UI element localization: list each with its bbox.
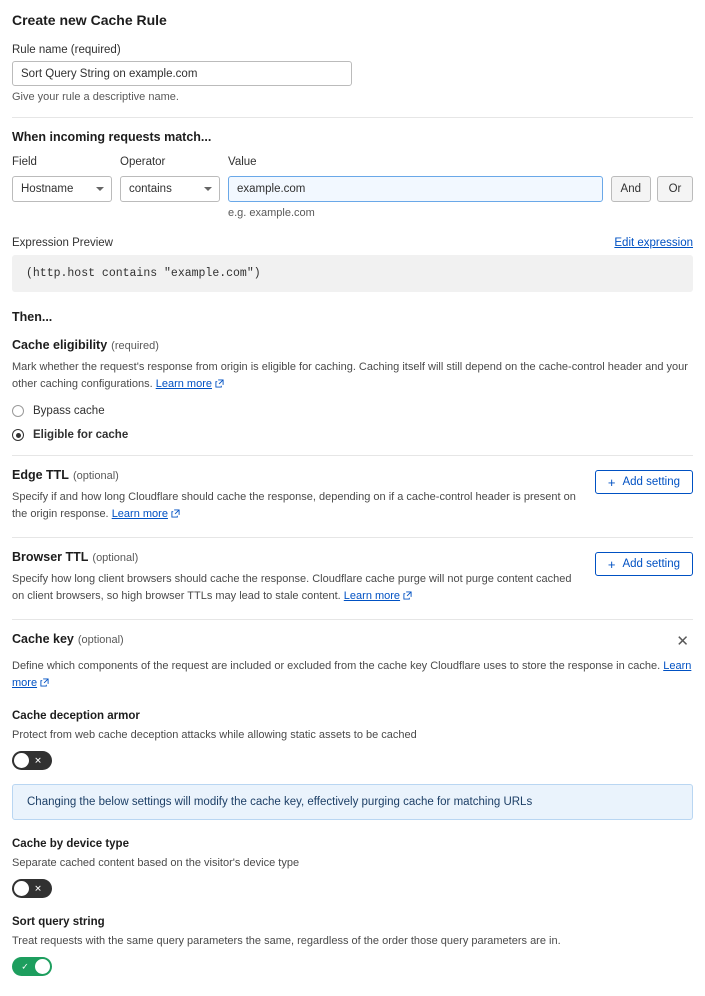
browser-ttl-description [12,571,581,605]
page-title: Create new Cache Rule [12,12,167,28]
toggle-on-mark: ✓ [21,961,29,971]
rule-name-input[interactable] [12,61,352,86]
value-input[interactable] [228,176,603,202]
edge-ttl-learn-more-link[interactable] [112,508,168,520]
cache-key-title [12,632,124,646]
rule-name-label: Rule name (required) [12,44,121,56]
external-link-icon [171,507,180,524]
cache-key-section [12,632,693,976]
sort-query-string-title: Sort query string [12,916,105,928]
browser-ttl-learn-more-link[interactable] [344,590,400,602]
cache-deception-armor-title: Cache deception armor [12,710,140,722]
cache-key-optional-tag: (optional) [77,634,124,646]
edge-ttl-add-setting-button[interactable] [595,470,693,494]
cache-by-device-type-toggle[interactable] [12,879,52,898]
edge-ttl-left [12,468,581,523]
cache-eligibility-learn-more-text: Learn more [155,377,212,390]
external-link-icon [215,377,224,394]
cache-key-info-banner: Changing the below settings will modify the cache key, effectively purging cache for matching URLs [12,784,693,820]
browser-ttl-optional-tag: (optional) [92,552,139,564]
sort-query-string-toggle[interactable] [12,957,52,976]
divider [12,619,693,620]
edge-ttl-add-setting-label: Add setting [622,476,680,488]
cache-by-device-type-description: Separate cached content based on the visitor's device type [12,857,300,869]
and-button[interactable]: And [611,176,651,202]
value-column [228,156,603,219]
match-row [12,156,693,219]
edit-expression-link[interactable]: Edit expression [614,237,693,249]
operator-column [120,156,220,202]
browser-ttl-left [12,550,581,605]
cache-eligibility-description [12,359,693,393]
toggle-knob [14,881,29,896]
external-link-icon [403,589,412,606]
or-button[interactable]: Or [657,176,693,202]
operator-select[interactable] [120,176,220,202]
cache-by-device-type-title: Cache by device type [12,838,129,850]
cache-key-description-text: Define which components of the request are included or excluded from the cache key Cloudflare uses to store the response in cache. [12,660,661,672]
edge-ttl-learn-more-text: Learn more [111,507,168,520]
chevron-down-icon [204,187,212,191]
cache-eligibility-title [12,338,693,352]
cache-eligibility-title-text: Cache eligibility [12,338,108,352]
logic-buttons [611,156,693,202]
cache-key-title-text: Cache key [12,632,74,646]
cache-eligibility-learn-more-link[interactable] [156,378,212,390]
expression-header [12,237,693,249]
expression-preview-label: Expression Preview [12,237,113,249]
radio-bypass-cache[interactable] [12,405,24,417]
toggle-knob [14,753,29,768]
field-select[interactable] [12,176,112,202]
browser-ttl-learn-more-text: Learn more [343,589,401,602]
then-title: Then... [12,310,53,324]
plus-icon: + [607,474,616,490]
toggle-off-mark: ✕ [34,883,42,893]
expression-preview-box: (http.host contains "example.com") [12,255,693,292]
rule-name-helper: Give your rule a descriptive name. [12,91,179,103]
close-icon[interactable]: ✕ [676,633,689,650]
browser-ttl-section [12,550,693,605]
edge-ttl-section [12,468,693,523]
browser-ttl-title [12,550,581,564]
field-select-value: Hostname [21,183,74,195]
toggle-knob [35,959,50,974]
divider [12,455,693,456]
browser-ttl-description-text: Specify how long client browsers should cache the response. Cloudflare cache purge will not purge content cached on client browsers, so high browser TTLs may lead to stale content. [12,573,572,602]
cache-eligibility-required-tag: (required) [111,340,159,352]
edge-ttl-description [12,489,581,523]
browser-ttl-add-setting-label: Add setting [622,558,680,570]
browser-ttl-title-text: Browser TTL [12,550,89,564]
radio-row-bypass-cache[interactable] [12,405,693,417]
divider [12,537,693,538]
cache-key-learn-more-text: Learn more [12,660,692,689]
cache-key-description [12,658,693,692]
cache-deception-armor-toggle[interactable] [12,751,52,770]
external-link-icon [40,676,49,693]
match-section-title: When incoming requests match... [12,130,212,144]
operator-select-value: contains [129,183,172,195]
edge-ttl-description-text: Specify if and how long Cloudflare should cache the response, depending on if a cache-control header is present on the origin response. [12,491,576,520]
cache-key-header [12,632,693,651]
edge-ttl-title [12,468,581,482]
cache-deception-armor-description: Protect from web cache deception attacks while allowing static assets to be cached [12,729,417,741]
plus-icon: + [607,556,616,572]
value-label: Value [228,156,257,168]
field-label: Field [12,156,37,168]
value-hint: e.g. example.com [228,207,315,219]
cache-eligibility-description-text: Mark whether the request's response from origin is eligible for caching. Caching itself will still depend on the cache-control header and your other caching configurations. [12,361,688,390]
operator-label: Operator [120,156,166,168]
rule-name-group [12,44,693,103]
edge-ttl-title-text: Edge TTL [12,468,69,482]
sort-query-string-description: Treat requests with the same query parameters the same, regardless of the order those query parameters are in. [12,935,561,947]
radio-label-bypass-cache: Bypass cache [33,405,105,417]
chevron-down-icon [96,187,104,191]
edge-ttl-optional-tag: (optional) [72,470,119,482]
radio-eligible-for-cache[interactable] [12,429,24,441]
toggle-off-mark: ✕ [34,755,42,765]
browser-ttl-add-setting-button[interactable] [595,552,693,576]
divider [12,117,693,118]
field-column [12,156,112,202]
radio-row-eligible-for-cache[interactable] [12,429,693,441]
cache-eligibility-section [12,338,693,441]
radio-label-eligible-for-cache: Eligible for cache [33,429,129,441]
